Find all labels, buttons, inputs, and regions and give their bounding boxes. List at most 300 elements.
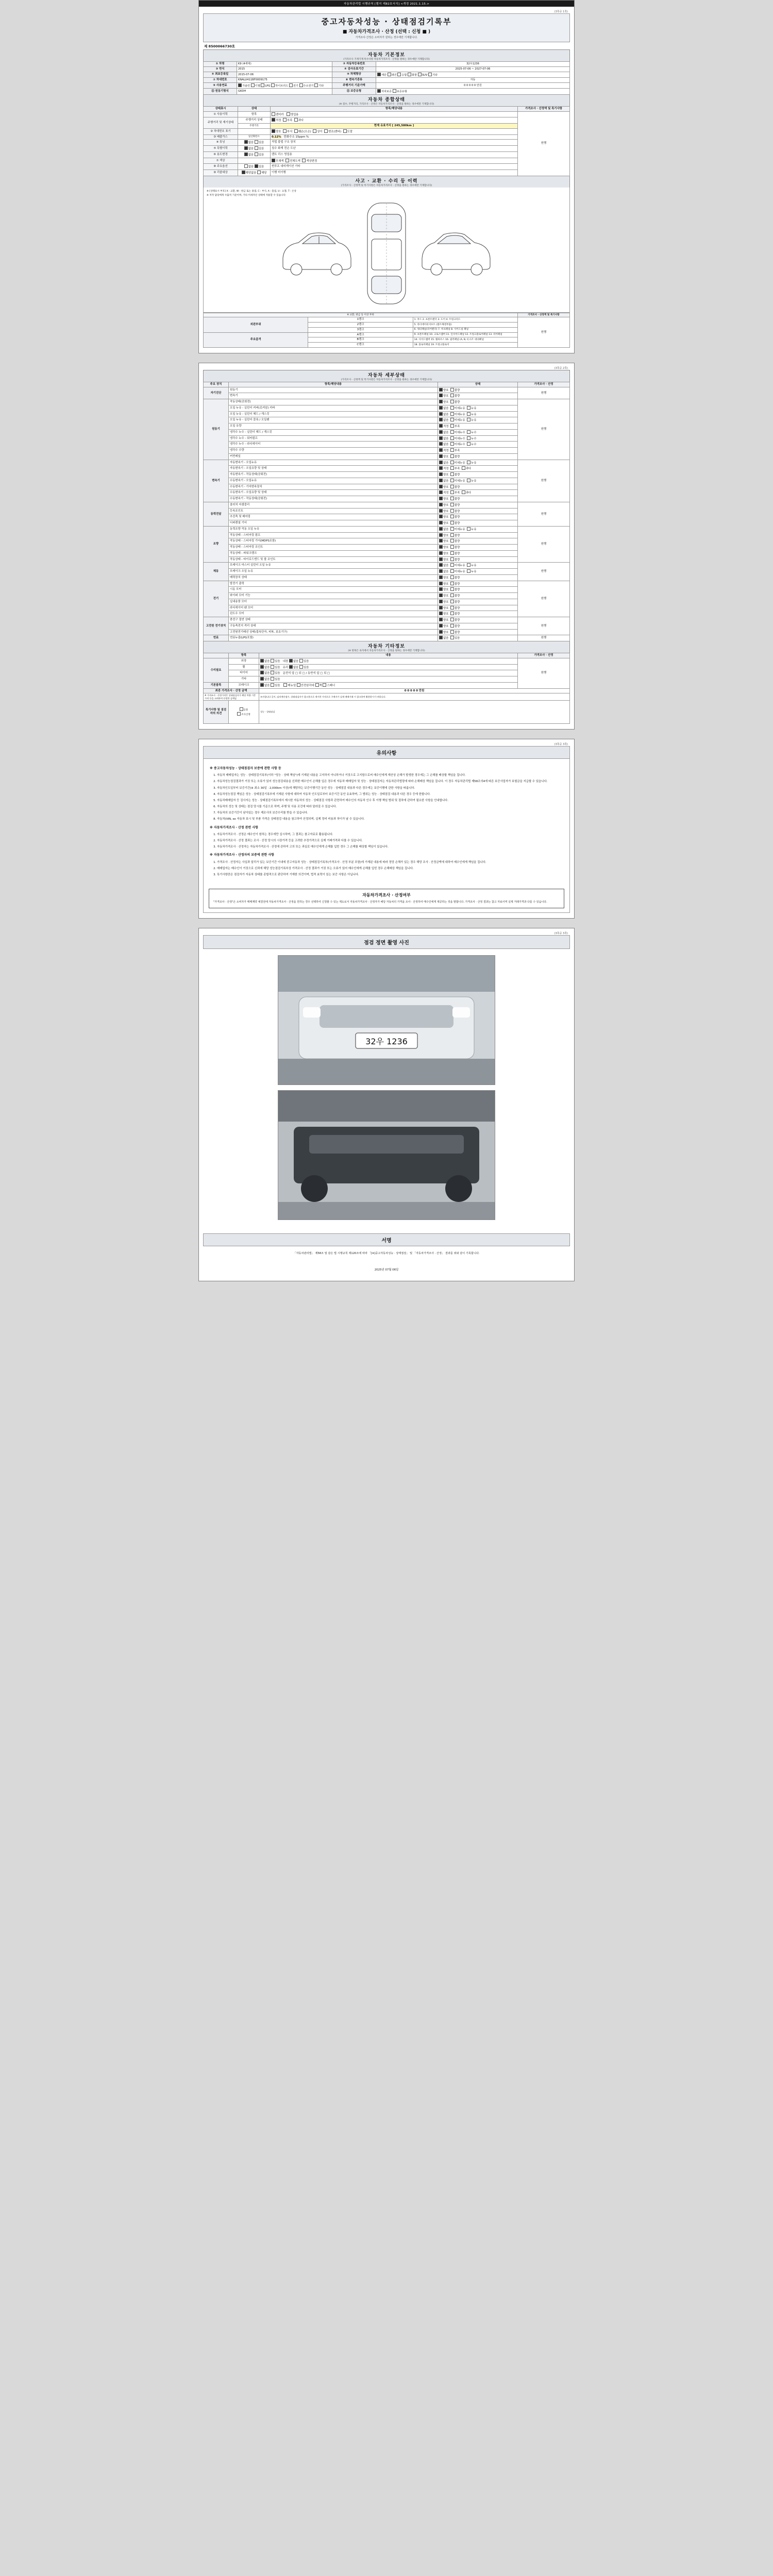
overall-col-price: 가격조사 · 산정액 및 특기사항 — [518, 106, 570, 111]
state-option-1[interactable] — [450, 498, 460, 501]
state-option-label: 미세누유 — [454, 479, 465, 483]
table-row — [204, 140, 570, 146]
detail-item-state — [438, 520, 518, 527]
table-row — [204, 574, 570, 581]
detail-item-label: 냉각수 누수 - 실린더 헤드 / 개스킷 — [229, 429, 438, 435]
state-option-1[interactable] — [450, 613, 460, 616]
notice-list-2 — [217, 833, 563, 850]
detail-group-1: 원동기 — [204, 399, 229, 460]
state-option-1[interactable] — [450, 486, 460, 489]
table-row — [204, 460, 570, 466]
state-option-0[interactable] — [439, 443, 448, 446]
table-row — [204, 472, 570, 478]
vinmark-option-erase[interactable]: 도말 — [343, 130, 352, 133]
basic-value-firstreg: 2015-07-06 — [237, 72, 332, 78]
state-option-0[interactable] — [439, 504, 448, 507]
state-option-1[interactable] — [450, 588, 460, 591]
state-option-1[interactable] — [450, 437, 465, 440]
fuel-option-diesel[interactable]: 디젤 — [251, 84, 260, 88]
fuel-option-etc[interactable]: 기타 — [314, 84, 324, 88]
state-option-label: 누유 — [471, 406, 477, 410]
fuel-option-electric[interactable]: 전기 — [289, 84, 298, 88]
mileage-option-normal[interactable]: 적정 — [272, 119, 281, 122]
detail-group-price: 원행 — [518, 617, 570, 635]
state-option-2[interactable] — [467, 443, 476, 446]
state-option-label: 양호 — [443, 485, 449, 489]
overall-label-options: ⑧ 주요옵션 — [204, 164, 238, 170]
state-option-label: 양호 — [443, 510, 449, 513]
usechange-option-none[interactable]: 없음 — [244, 154, 254, 157]
exterior-option-none[interactable]: 없음 — [260, 660, 270, 663]
state-option-1[interactable] — [450, 583, 460, 586]
state-option-label: 미세누유 — [454, 570, 465, 574]
special-option-yes[interactable]: 있음 — [255, 147, 264, 150]
others-label-interior: 내장 — [282, 659, 289, 663]
section-title-accident: 사고 · 교환 · 수리 등 이력 — [355, 178, 418, 184]
detail-group-price: 원행 — [518, 502, 570, 526]
document-number: 제 8500066730호 — [204, 44, 236, 48]
color-option-original[interactable]: 무채색 — [272, 160, 284, 163]
state-option-2[interactable] — [467, 480, 476, 483]
vinmark-option-damage[interactable]: 훼손(오손) — [294, 130, 311, 133]
state-option-label: 부족 — [454, 449, 460, 453]
detail-item-label: 작동상태(공회전) — [229, 399, 438, 405]
state-option-1[interactable] — [450, 401, 460, 404]
state-option-label: 양호 — [443, 613, 449, 616]
state-option-label: 양호 — [443, 631, 449, 634]
state-option-label: 미세누유 — [454, 564, 465, 568]
legend-rank-2: 2랭크 — [308, 323, 413, 328]
state-option-2[interactable] — [467, 462, 476, 465]
state-option-0[interactable] — [439, 552, 448, 555]
basicitem-option-none[interactable]: 없음 — [260, 684, 270, 687]
state-option-1[interactable] — [450, 407, 465, 410]
state-option-label: 부족 — [454, 492, 460, 495]
state-option-1[interactable] — [450, 601, 460, 604]
state-option-0[interactable] — [439, 534, 448, 537]
options-option-none[interactable]: 없음 — [244, 165, 254, 168]
vinmark-option-corrosion[interactable]: 부식 — [283, 130, 292, 133]
state-option-0[interactable] — [439, 564, 448, 567]
color-option-full[interactable]: 전체도색 — [285, 160, 300, 163]
notice-item: 3. 특기사항란은 점검자가 자동차 상태를 종합적으로 판단하여 기재한 의견이며, 법적 효력이 있는 보증 사항은 아닙니다. — [217, 873, 563, 877]
section-header-others — [203, 641, 570, 653]
basicitem-spanner[interactable]: 스패너 — [323, 684, 335, 687]
state-option-1[interactable] — [450, 534, 460, 537]
total-price-footer: 조사합니다 길이, 임의계산점수, 상태점검자가 참고용으로 제시한 가격으로 구매자가 실제 매매거래 시 참고하여 활용하시기 바랍니다. — [259, 693, 570, 701]
notice-item: 2. 자동차성능점검결과가 거짓 또는 오류가 있어 성능점검내용을 신뢰한 매수인이 손해를 입은 경우에 자동차 매매업자 및 성능 · 상태점검자는 자동차관리법령에 따라 손해배상 책임을 집니다. 이 경우 자동차관리법 제58조의4에 따른 보증사업자가 보험금을 지급할 수 있습니다. — [217, 779, 563, 784]
state-option-1[interactable] — [450, 473, 460, 477]
page-number-2: (3쪽중 2쪽) — [554, 366, 568, 370]
table-row — [204, 399, 570, 405]
warranty-option-self[interactable]: 자차보증 — [377, 90, 392, 93]
detail-group-price: 원행 — [518, 399, 570, 460]
others-label-wheel: 휠 — [229, 664, 259, 670]
table-row — [204, 448, 570, 454]
state-option-label: 양호 — [443, 552, 449, 555]
state-option-0[interactable] — [439, 407, 448, 410]
state-option-0[interactable] — [439, 613, 448, 616]
state-option-2[interactable] — [467, 564, 476, 567]
warranty-option-type[interactable]: 보증유형 — [393, 90, 407, 93]
state-option-2[interactable] — [467, 431, 476, 434]
basicitem-manual[interactable]: 매뉴얼 — [283, 684, 296, 687]
state-option-label: 없음 — [443, 528, 449, 531]
detail-item-label: 충전구 절연 상태 — [229, 617, 438, 623]
table-row — [204, 435, 570, 442]
others-value-basic — [259, 682, 518, 688]
detail-item-state — [438, 405, 518, 411]
options-option-yes[interactable]: 있음 — [255, 165, 264, 168]
detail-item-label: 동력조향 작동 오일 누유 — [229, 526, 438, 532]
signature-title: 서명 — [203, 1233, 570, 1246]
state-option-label: 불량 — [454, 624, 460, 628]
state-option-0[interactable] — [439, 540, 448, 543]
state-option-1[interactable] — [450, 564, 465, 567]
detail-item-label: 브레이크 마스터 실린더 오일 누유 — [229, 563, 438, 569]
state-option-label: 불량 — [454, 595, 460, 598]
state-option-0[interactable] — [439, 577, 448, 580]
state-option-1[interactable] — [450, 522, 460, 525]
overall-value-vinmark — [271, 128, 518, 134]
table-row — [204, 520, 570, 527]
state-option-1[interactable] — [450, 637, 460, 640]
state-option-label: 불량 — [454, 552, 460, 555]
state-option-0[interactable] — [439, 419, 448, 422]
state-option-0[interactable] — [439, 522, 448, 525]
state-option-0[interactable] — [439, 601, 448, 604]
state-option-label: 양호 — [443, 558, 449, 562]
basic-label-transmission: ⑧ 변속기종류 — [332, 78, 376, 83]
detail-item-state — [438, 478, 518, 484]
table-row — [204, 545, 570, 551]
state-option-label: 양호 — [443, 395, 449, 398]
detail-item-state — [438, 490, 518, 496]
state-option-label: 양호 — [443, 534, 449, 537]
overall-sub-emission: 일산화탄소 — [238, 134, 271, 140]
state-option-1[interactable] — [450, 419, 465, 422]
emission-co-value: 0.12% — [272, 135, 281, 139]
state-option-1[interactable] — [450, 480, 465, 483]
fuel-option-hydrogen[interactable]: 수소전기 — [299, 84, 314, 88]
mileage-option-high[interactable]: 과다 — [294, 119, 304, 122]
color-option-changed[interactable]: 색상변경 — [302, 160, 317, 163]
detail-col-state: 상태 — [438, 382, 518, 387]
overall-sub-mileage: 주행거리 상태 — [238, 117, 271, 124]
bodytype-option-truck[interactable]: 화물 — [408, 74, 417, 77]
detail-item-label: 오일 누유 - 실린더 헤드 / 개스킷 — [229, 411, 438, 417]
vinmark-option-diff[interactable]: 상이 — [313, 130, 322, 133]
wheel-option-none[interactable]: 없음 — [260, 666, 270, 669]
detail-item-label: 추진축 및 베어링 — [229, 514, 438, 520]
table-row — [204, 670, 570, 676]
basic-label-engine: ⑪ 원동기형식 — [204, 89, 237, 95]
detail-item-label: 발전기 출력 — [229, 581, 438, 587]
state-option-0[interactable] — [439, 570, 448, 573]
others-value-tire — [259, 670, 518, 676]
special-option-none[interactable]: 없음 — [244, 147, 254, 150]
state-option-0[interactable] — [439, 480, 448, 483]
table-row — [204, 158, 570, 164]
etc-option-none[interactable]: 없음 — [260, 678, 270, 681]
detail-item-state — [438, 448, 518, 454]
detail-item-state — [438, 514, 518, 520]
bodytype-option-suv[interactable]: SUV — [418, 74, 428, 77]
state-option-1[interactable] — [450, 413, 465, 416]
declaration-title: 자동차가격조사 · 산정여부 — [362, 893, 411, 898]
state-option-2[interactable] — [462, 492, 471, 495]
state-option-0[interactable] — [439, 619, 448, 622]
state-option-0[interactable] — [439, 492, 448, 495]
state-option-0[interactable] — [439, 389, 448, 392]
state-option-1[interactable] — [450, 540, 460, 543]
state-option-2[interactable] — [467, 570, 476, 573]
state-option-0[interactable] — [439, 473, 448, 477]
state-option-label: 불량 — [454, 546, 460, 550]
table-row — [204, 484, 570, 490]
state-option-label: 적정 — [443, 425, 449, 429]
state-option-2[interactable] — [467, 528, 476, 531]
basic-value-plate: 32우1236 — [376, 62, 570, 67]
recall-option-yes[interactable]: 해당 — [257, 172, 266, 175]
table-row — [204, 393, 570, 399]
interior-option-none[interactable]: 없음 — [289, 660, 298, 663]
signature-body: 「자동차관리법」 제58조 및 같은 법 시행규칙 제120조에 따라 「[※]중고자동차성능 · 상태점검」 및 「자동차가격조사 · 산정」 결과를 위와 같이 기록합니다. — [293, 1251, 480, 1255]
basic-info-table — [203, 61, 570, 95]
accident-diagram-area — [203, 188, 570, 313]
page-number-3: (3쪽중 3쪽) — [554, 742, 568, 746]
state-option-1[interactable] — [450, 558, 460, 562]
state-option-label: 양호 — [443, 576, 449, 580]
state-option-1[interactable] — [450, 504, 460, 507]
state-option-label: 불량 — [454, 473, 460, 477]
state-option-1[interactable] — [450, 595, 460, 598]
overall-value-emission — [271, 134, 518, 140]
detail-item-state — [438, 508, 518, 514]
detail-group-price: 원행 — [518, 581, 570, 617]
state-option-1[interactable] — [450, 577, 460, 580]
others-value-wheel — [259, 664, 518, 670]
detail-item-label: 등속조인트 — [229, 508, 438, 514]
tuning-option-none[interactable]: 없음 — [244, 141, 254, 144]
state-option-label: 양호 — [443, 606, 449, 610]
basicitem-jack[interactable]: 잭 — [315, 684, 322, 687]
state-option-1[interactable] — [450, 510, 460, 513]
state-option-0[interactable] — [439, 449, 448, 452]
detail-item-state — [438, 442, 518, 448]
tire-option-yes[interactable]: 있음 — [271, 672, 280, 675]
state-option-1[interactable] — [450, 462, 465, 465]
state-option-0[interactable] — [439, 437, 448, 440]
overall-label-usechange: ⑥ 용도변경 — [204, 151, 238, 158]
notice-item: 2. 자동차가격조사 · 산정 결과는 조사 · 산정 당시의 시장가격 등을 고려한 추정가격으로 실제 거래가격과 다를 수 있습니다. — [217, 839, 563, 843]
state-option-0[interactable] — [439, 431, 448, 434]
accident-legend-title: ※ 교환, 판금 등 이상 부위 — [204, 313, 518, 317]
state-option-0[interactable] — [439, 516, 448, 519]
state-option-0[interactable] — [439, 413, 448, 416]
state-option-0[interactable] — [439, 510, 448, 513]
state-option-label: 양호 — [443, 582, 449, 586]
state-option-0[interactable] — [439, 558, 448, 562]
remark-option-common[interactable]: 공통 — [240, 709, 248, 711]
plate-number-text: 32우 1236 — [365, 1036, 408, 1046]
state-option-0[interactable] — [439, 546, 448, 549]
detail-item-state — [438, 393, 518, 399]
table-row — [204, 128, 570, 134]
state-option-label: 미세누수 — [454, 443, 465, 447]
legend-value-c: 18. 플로어패널 19. 트렁크플로어 — [413, 343, 517, 348]
tuning-option-yes[interactable]: 있음 — [255, 141, 264, 144]
state-option-label: 양호 — [443, 600, 449, 604]
notice-list-1 — [217, 773, 563, 822]
state-option-1[interactable] — [450, 625, 460, 628]
state-option-0[interactable] — [439, 595, 448, 598]
overall-label-mileage: 주행거리 및 계기상태 — [204, 117, 238, 129]
state-option-1[interactable] — [450, 546, 460, 549]
state-option-0[interactable] — [439, 467, 448, 470]
photo-gallery — [203, 949, 570, 1226]
state-option-2[interactable] — [467, 419, 476, 422]
state-option-0[interactable] — [439, 637, 448, 640]
table-row — [204, 332, 570, 337]
vinmark-option-alter[interactable]: 변조(변타) — [324, 130, 341, 133]
state-option-label: 부족 — [454, 425, 460, 429]
detail-item-label: 라디에이터 팬 모터 — [229, 605, 438, 611]
detail-item-label: 구동축전지 격리 상태 — [229, 623, 438, 629]
state-option-0[interactable] — [439, 462, 448, 465]
state-option-2[interactable] — [462, 467, 471, 470]
detail-item-label: 오일 누유 - 실린더 커버(로커암) 카바 — [229, 405, 438, 411]
state-option-2[interactable] — [467, 437, 476, 440]
state-option-label: 불량 — [454, 455, 460, 459]
state-option-1[interactable] — [450, 467, 460, 470]
state-option-0[interactable] — [439, 583, 448, 586]
state-option-1[interactable] — [450, 395, 460, 398]
fuel-option-hybrid[interactable]: 하이브리드 — [271, 84, 288, 88]
others-price-value: 원행 — [518, 658, 570, 688]
detail-item-label: 와이퍼 모터 기능 — [229, 593, 438, 599]
state-option-0[interactable] — [439, 588, 448, 591]
others-label-etc: 기타 — [229, 676, 259, 683]
state-option-1[interactable] — [450, 492, 460, 495]
state-option-0[interactable] — [439, 395, 448, 398]
table-row — [204, 134, 570, 140]
legend-value-a: 9. 프론트패널 10. 크로스멤버 11. 인사이드패널 12. 트렁크플로어패널 13. 리어패널 — [413, 332, 517, 337]
detail-item-label: 작동상태 - 타이로드엔드 및 볼 조인트 — [229, 556, 438, 563]
tire-option-none[interactable]: 없음 — [260, 672, 270, 675]
table-row — [204, 593, 570, 599]
state-option-1[interactable] — [450, 552, 460, 555]
vinmark-option-good[interactable]: 양호 — [272, 130, 281, 133]
etc-option-yes[interactable]: 있음 — [271, 678, 280, 681]
state-option-1[interactable] — [450, 389, 460, 392]
exterior-option-yes[interactable]: 있음 — [271, 660, 280, 663]
state-option-0[interactable] — [439, 625, 448, 628]
state-option-0[interactable] — [439, 486, 448, 489]
basicitem-option-yes[interactable]: 있음 — [271, 684, 280, 687]
others-value-exterior — [259, 658, 518, 664]
table-row — [204, 466, 570, 472]
glass-option-yes[interactable]: 있음 — [299, 666, 309, 669]
bodytype-option-van[interactable]: 승합 — [397, 74, 407, 77]
state-option-0[interactable] — [439, 631, 448, 634]
remark-option-survey[interactable]: 조사산정 — [237, 714, 250, 716]
notice-section-3-title: ※ 자동차가격조사 · 산정자의 보증에 관한 사항 — [210, 853, 274, 857]
state-option-1[interactable] — [450, 425, 460, 428]
state-option-2[interactable] — [467, 413, 476, 416]
state-option-1[interactable] — [450, 431, 465, 434]
basicitem-triangle[interactable]: 안전삼각대 — [297, 684, 314, 687]
notice-item: 8. 자동차(VIN, ex 자동차 표시 및 부품 가격은 상태점검 내용을 참고하여 산정되며, 실제 정비 비용과 차이가 날 수 있습니다. — [217, 817, 563, 822]
detail-item-state — [438, 556, 518, 563]
table-row — [204, 502, 570, 508]
state-option-label: 없음 — [443, 564, 449, 568]
table-row — [204, 411, 570, 417]
state-option-0[interactable] — [439, 455, 448, 459]
wheel-option-yes[interactable]: 있음 — [271, 666, 280, 669]
detail-item-state — [438, 411, 518, 417]
detail-group-price: 원행 — [518, 526, 570, 563]
fuel-option-gasoline[interactable]: 가솔린 — [238, 84, 250, 88]
remark-text-area[interactable]: 성능 · 상태점검 — [259, 700, 570, 723]
state-option-1[interactable] — [450, 455, 460, 459]
basic-label-year: ③ 연식 — [204, 66, 237, 72]
usage-option-commercial[interactable]: 영업용 — [287, 113, 299, 116]
state-option-0[interactable] — [439, 401, 448, 404]
state-option-label: 미세누수 — [454, 437, 465, 440]
state-option-1[interactable] — [450, 570, 465, 573]
state-option-0[interactable] — [439, 425, 448, 428]
accident-legend-table — [203, 313, 570, 348]
state-option-1[interactable] — [450, 619, 460, 622]
usechange-option-yes[interactable]: 있음 — [255, 154, 264, 157]
state-option-1[interactable] — [450, 528, 465, 531]
bodytype-option-etc[interactable]: 기타 — [428, 74, 438, 77]
state-option-1[interactable] — [450, 449, 460, 452]
fuel-option-lpg[interactable]: LPG — [261, 84, 270, 88]
table-row — [204, 526, 570, 532]
bodytype-option-sedan[interactable]: 세단 — [377, 74, 386, 77]
recall-option-na[interactable]: 해당없음 — [242, 172, 257, 175]
sheet-page-3 — [198, 739, 575, 919]
state-option-2[interactable] — [467, 407, 476, 410]
mileage-option-low[interactable]: 부족 — [283, 119, 292, 122]
detail-item-state — [438, 605, 518, 611]
state-option-0[interactable] — [439, 498, 448, 501]
detail-item-state — [438, 545, 518, 551]
state-option-1[interactable] — [450, 443, 465, 446]
state-option-label: 누유 — [471, 528, 477, 531]
detail-item-state — [438, 550, 518, 556]
interior-option-yes[interactable]: 있음 — [299, 660, 309, 663]
usage-option-rental[interactable]: 렌터카 — [272, 113, 284, 116]
glass-option-none[interactable]: 없음 — [289, 666, 298, 669]
table-row — [204, 629, 570, 635]
table-row — [204, 151, 570, 158]
state-option-label: 누유 — [471, 479, 477, 483]
detail-group-4: 조향 — [204, 526, 229, 563]
state-option-0[interactable] — [439, 528, 448, 531]
state-option-0[interactable] — [439, 607, 448, 610]
state-option-1[interactable] — [450, 607, 460, 610]
declaration-box — [209, 889, 564, 908]
state-option-1[interactable] — [450, 631, 460, 634]
detail-group-6: 전기 — [204, 581, 229, 617]
bodytype-option-wagon[interactable]: 왜건 — [388, 74, 397, 77]
state-option-1[interactable] — [450, 516, 460, 519]
detail-state-table — [203, 382, 570, 641]
others-col-blank — [204, 653, 229, 658]
